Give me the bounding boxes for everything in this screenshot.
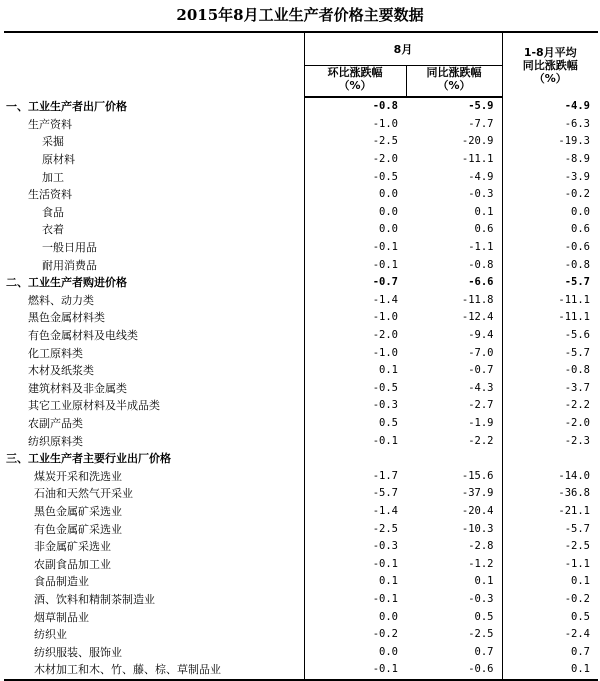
yoy-value: -12.4: [461, 311, 494, 324]
avg-yoy-value: 0.5: [502, 608, 598, 626]
table-row: [4, 661, 598, 680]
mom-value: -0.3: [304, 538, 406, 556]
avg-yoy-value: -8.9: [502, 151, 598, 169]
table-row: [4, 520, 598, 538]
avg-yoy-value: -11.1: [502, 292, 598, 310]
avg-yoy-value: -0.2: [502, 186, 598, 204]
table-row: [4, 239, 598, 257]
avg-yoy-value: -0.6: [502, 239, 598, 257]
table-row: [4, 362, 598, 380]
row-label: 石油和天然气开采业: [34, 487, 133, 501]
row-label: 黑色金属材料类: [28, 311, 105, 325]
mom-value: -0.1: [304, 661, 406, 680]
mom-value: 0.0: [304, 204, 406, 222]
table-row: [4, 591, 598, 609]
avg-yoy-value: -2.4: [502, 626, 598, 644]
yoy-value: -11.1: [461, 153, 494, 166]
mom-value: 0.0: [304, 221, 406, 239]
avg-yoy-value: -2.0: [502, 415, 598, 433]
row-label: 原材料: [42, 153, 75, 167]
mom-value: -2.0: [304, 151, 406, 169]
yoy-value: 0.7: [474, 645, 494, 658]
yoy-value: 0.1: [474, 205, 494, 218]
header-mom-label: 环比涨跌幅: [327, 66, 383, 79]
table-row: [4, 467, 598, 485]
yoy-value: -9.4: [468, 329, 494, 342]
mom-value: 0.0: [304, 608, 406, 626]
yoy-value: -2.2: [468, 434, 494, 447]
row-label: 纺织业: [34, 628, 67, 642]
yoy-value: -6.6: [468, 276, 494, 289]
row-label: 衣着: [42, 223, 64, 237]
table-row: [4, 292, 598, 310]
yoy-value: -0.3: [468, 188, 494, 201]
yoy-value: -5.9: [468, 100, 494, 113]
avg-yoy-value: -5.7: [502, 274, 598, 292]
yoy-value: -2.5: [468, 628, 494, 641]
yoy-value: -20.4: [461, 504, 494, 517]
row-label: 一般日用品: [42, 241, 97, 255]
yoy-value: -20.9: [461, 135, 494, 148]
row-label: 农副食品加工业: [34, 557, 111, 571]
price-data-table: [4, 31, 598, 681]
mom-value: -0.1: [304, 555, 406, 573]
yoy-value: -4.3: [468, 381, 494, 394]
table-row: [4, 380, 598, 398]
mom-value: -2.5: [304, 133, 406, 151]
table-row: [4, 397, 598, 415]
mom-value: -0.5: [304, 168, 406, 186]
row-label: 有色金属矿采选业: [34, 522, 122, 536]
avg-yoy-value: -2.5: [502, 538, 598, 556]
avg-yoy-value: [502, 450, 598, 468]
avg-yoy-value: -0.2: [502, 591, 598, 609]
row-label: 非金属矿采选业: [34, 540, 111, 554]
header-yoy: [406, 66, 502, 98]
mom-value: 0.5: [304, 415, 406, 433]
yoy-value: [406, 450, 502, 468]
avg-yoy-value: -14.0: [502, 467, 598, 485]
row-label: 烟草制品业: [34, 610, 89, 624]
mom-value: -0.1: [304, 239, 406, 257]
row-label: 有色金属材料及电线类: [28, 329, 138, 343]
table-row: [4, 485, 598, 503]
mom-value: -1.0: [304, 116, 406, 134]
mom-value: -1.4: [304, 292, 406, 310]
mom-value: 0.1: [304, 362, 406, 380]
header-yoy-unit: （%）: [437, 79, 471, 92]
row-label: 木材及纸浆类: [28, 364, 94, 378]
yoy-value: -2.8: [468, 540, 494, 553]
row-label: 食品制造业: [34, 575, 89, 589]
row-label: 生活资料: [28, 188, 72, 202]
page-title: 2015年8月工业生产者价格主要数据: [176, 6, 424, 24]
row-label: 农副产品类: [28, 416, 83, 430]
header-avg-line2: 同比涨跌幅: [522, 58, 578, 72]
avg-yoy-value: -2.3: [502, 432, 598, 450]
table-row: [4, 608, 598, 626]
mom-value: 0.1: [304, 573, 406, 591]
avg-yoy-value: -0.8: [502, 362, 598, 380]
avg-yoy-value: -11.1: [502, 309, 598, 327]
mom-value: -2.0: [304, 327, 406, 345]
mom-value: -0.1: [304, 256, 406, 274]
table-row: [4, 626, 598, 644]
row-label: 酒、饮料和精制茶制造业: [34, 592, 155, 606]
row-label: 木材加工和木、竹、藤、棕、草制品业: [4, 661, 304, 680]
mom-value: 0.0: [304, 643, 406, 661]
header-avg-yoy: [502, 32, 598, 97]
row-label: 采掘: [42, 135, 64, 149]
table-row: [4, 97, 598, 116]
table-row: [4, 274, 598, 292]
mom-value: -0.5: [304, 380, 406, 398]
yoy-value: 0.6: [474, 223, 494, 236]
row-label: 纺织服装、服饰业: [34, 645, 122, 659]
yoy-value: -1.1: [468, 241, 494, 254]
row-label: 耐用消费品: [42, 258, 97, 272]
yoy-value: -7.0: [468, 346, 494, 359]
mom-value: [304, 450, 406, 468]
yoy-value: -0.6: [406, 661, 502, 680]
row-label: 一、工业生产者出厂价格: [6, 99, 127, 113]
avg-yoy-value: -5.7: [502, 520, 598, 538]
header-month-group: 8月: [304, 32, 502, 66]
header-mom-unit: （%）: [338, 79, 372, 92]
yoy-value: -0.3: [468, 592, 494, 605]
avg-yoy-value: -0.8: [502, 256, 598, 274]
row-label: 化工原料类: [28, 346, 83, 360]
avg-yoy-value: -36.8: [502, 485, 598, 503]
avg-yoy-value: -19.3: [502, 133, 598, 151]
mom-value: -0.1: [304, 591, 406, 609]
table-row: [4, 133, 598, 151]
yoy-value: -0.7: [468, 364, 494, 377]
avg-yoy-value: -4.9: [502, 97, 598, 116]
avg-yoy-value: -3.7: [502, 380, 598, 398]
mom-value: -0.8: [304, 97, 406, 116]
avg-yoy-value: -5.7: [502, 344, 598, 362]
table-row: [4, 344, 598, 362]
yoy-value: -10.3: [461, 522, 494, 535]
row-label: 燃料、动力类: [28, 293, 94, 307]
avg-yoy-value: -2.2: [502, 397, 598, 415]
mom-value: -0.1: [304, 432, 406, 450]
table-header: [4, 32, 598, 97]
table-row: [4, 573, 598, 591]
avg-yoy-value: -1.1: [502, 555, 598, 573]
row-label: 三、工业生产者主要行业出厂价格: [6, 452, 171, 466]
header-blank-cell: [4, 32, 304, 97]
row-label: 建筑材料及非金属类: [28, 381, 127, 395]
header-yoy-label: 同比涨跌幅: [426, 66, 482, 79]
yoy-value: -11.8: [461, 293, 494, 306]
table-row: [4, 186, 598, 204]
yoy-value: -15.6: [461, 469, 494, 482]
yoy-value: -4.9: [468, 170, 494, 183]
row-label: 煤炭开采和洗选业: [34, 469, 122, 483]
avg-yoy-value: -6.3: [502, 116, 598, 134]
yoy-value: -7.7: [468, 117, 494, 130]
avg-yoy-value: 0.1: [502, 573, 598, 591]
row-label: 其它工业原材料及半成品类: [28, 399, 160, 413]
yoy-value: -2.7: [468, 399, 494, 412]
table-row: [4, 643, 598, 661]
table-row: [4, 327, 598, 345]
table-row: [4, 538, 598, 556]
mom-value: -0.2: [304, 626, 406, 644]
table-row: [4, 415, 598, 433]
table-row: [4, 221, 598, 239]
table-row: [4, 151, 598, 169]
row-label: 黑色金属矿采选业: [34, 504, 122, 518]
avg-yoy-value: 0.0: [502, 204, 598, 222]
yoy-value: -1.9: [468, 416, 494, 429]
yoy-value: -37.9: [461, 487, 494, 500]
yoy-value: 0.5: [474, 610, 494, 623]
avg-yoy-value: 0.1: [502, 661, 598, 680]
avg-yoy-value: -3.9: [502, 168, 598, 186]
table-row: [4, 555, 598, 573]
mom-value: 0.0: [304, 186, 406, 204]
mom-value: -2.5: [304, 520, 406, 538]
mom-value: -0.3: [304, 397, 406, 415]
yoy-value: -0.8: [468, 258, 494, 271]
table-row: [4, 256, 598, 274]
row-label: 生产资料: [28, 117, 72, 131]
mom-value: -1.4: [304, 503, 406, 521]
mom-value: -1.0: [304, 309, 406, 327]
table-row: [4, 204, 598, 222]
mom-value: -5.7: [304, 485, 406, 503]
mom-value: -0.7: [304, 274, 406, 292]
yoy-value: 0.1: [474, 575, 494, 588]
row-label: 二、工业生产者购进价格: [6, 276, 127, 290]
avg-yoy-value: 0.6: [502, 221, 598, 239]
row-label: 加工: [42, 170, 64, 184]
header-mom: [304, 66, 406, 98]
table-row: [4, 432, 598, 450]
header-avg-unit: （%）: [533, 71, 567, 85]
avg-yoy-value: -21.1: [502, 503, 598, 521]
mom-value: -1.7: [304, 467, 406, 485]
yoy-value: -1.2: [468, 557, 494, 570]
row-label: 食品: [42, 205, 64, 219]
table-body: [4, 97, 598, 680]
table-row: [4, 309, 598, 327]
row-label: 纺织原料类: [28, 434, 83, 448]
header-avg-line1: 1-8月平均: [523, 45, 577, 59]
table-row: [4, 503, 598, 521]
table-row: [4, 116, 598, 134]
avg-yoy-value: -5.6: [502, 327, 598, 345]
table-row: [4, 450, 598, 468]
table-row: [4, 168, 598, 186]
avg-yoy-value: 0.7: [502, 643, 598, 661]
mom-value: -1.0: [304, 344, 406, 362]
